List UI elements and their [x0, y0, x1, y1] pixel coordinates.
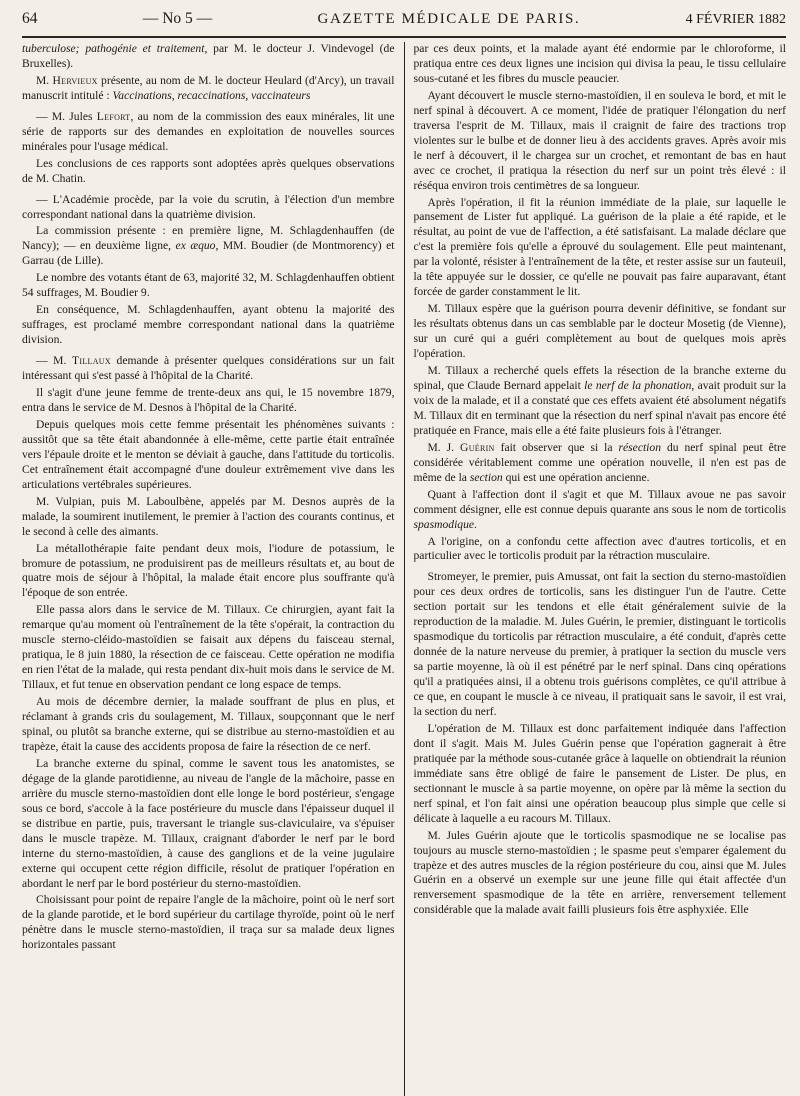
text-run: . [474, 517, 477, 531]
right-column [405, 42, 787, 1096]
text-run: M. Vulpian, puis M. Laboulbène, appelés par M. Desnos auprès de la malade, la soumirent inutilement, le premier à l'action des courants continus, et le second à celle des aimants. [22, 494, 395, 538]
text-run: En conséquence, M. Schlagdenhauffen, ayant obtenu la majorité des suffrages, est proclamé membre correspondant national dans la quatrième division. [22, 303, 395, 347]
text-run: Elle passa alors dans le service de M. Tillaux. Ce chirurgien, ayant fait la remarque qu'au moment où l'entraînement de la tête s'opérait, la contraction du muscle sterno-cléido-mastoïdien se faisait aux dépens du faisceau sternal, pratiqua, le 8 juin 1880, la résection de ce faisceau. Cette opération ne modifia en rien l'état de la malade, qui resta pendant dix-huit mois dans le service de M. Tillaux, et fut tenue en observation pendant ce long espace de temps. [22, 603, 395, 692]
text-run: Le nombre des votants étant de 63, majorité 32, M. Schlagdenhauffen obtient 54 suffrages, M. Boudier 9. [22, 271, 395, 300]
text-columns [22, 42, 786, 1096]
paragraph [414, 42, 787, 87]
text-run: — L'Académie procède, par la voie du scrutin, à l'élection d'un membre correspondant national dans la quatrième division. [22, 192, 395, 221]
text-run: Les conclusions de ces rapports sont adoptées après quelques observations de M. Chatin. [22, 156, 395, 185]
speaker-name: Guérin [460, 440, 495, 454]
paragraph [22, 271, 395, 301]
paragraph [22, 157, 395, 187]
text-run: La commission présente : en première ligne, M. Schlagdenhauffen (de Nancy); — en deuxième ligne, [22, 224, 395, 253]
paragraph [414, 196, 787, 301]
text-run: Après l'opération, il fit la réunion immédiate de la plaie, sur laquelle le pansement de Lister fut appliqué. La guérison de la plaie a été rapide, et le résultat, au point de vue de l'affection, a été satisfaisant. La malade déclare que c'est la première fois qu'elle a éprouvé du soulagement. Elle peut maintenant, par la volonté, résister à l'entraînement de la tête, et rester assise sur un fauteuil, la tête appuyée sur le dossier, ce qu'elle ne pouvait pas faire auparavant, étant forcée de garder constamment le lit. [413, 195, 786, 299]
italic-text: section [469, 470, 503, 484]
journal-title: GAZETTE MÉDICALE DE PARIS. [317, 11, 581, 27]
text-run: , avait produit sur la voix de la malade, et il a constaté que ces effets avaient été absolument négatifs M. Tillaux dit en terminant que la résection du nerf spinal n'avait pas encore été pratiquée en France, mais elle a été faite plusieurs fois à l'étranger. [413, 378, 786, 437]
text-run: Ayant découvert le muscle sterno-mastoïdien, il en souleva le bord, et mit le nerf spinal à découvert. A ce moment, l'idée de pratiquer l'élongation du nerf traversa l'esprit de M. Tillaux, mais il craignit de faire des tractions trop violentes sur le bulbe et de donner lieu à des accidents graves. Après avoir mis le nerf à découvert, il le chargea sur un crochet, et remontant de bas en haut avec ce crochet, il pratiqua la résection du nerf sur un point très élevé : il réséqua environ trois centimètres de sa longueur. [413, 88, 786, 192]
paragraph [22, 603, 395, 693]
paragraph [414, 302, 787, 362]
text-run: présente, au nom de M. le docteur Heulard (d'Arcy), un travail manuscrit intitulé : [22, 73, 395, 102]
paragraph [22, 303, 395, 348]
italic-text: tuberculose; pathogénie et traitement, [22, 42, 208, 55]
italic-text: le nerf de la phonation [584, 378, 692, 392]
paragraph [22, 418, 395, 493]
text-run: Choisissant pour point de repaire l'angle de la mâchoire, point où le nerf sort de la glande parotide, et le bord supérieur du cartilage thyroïde, point où le nerf pénètre dans le muscle sterno-mastoïdien, il traça sur sa malade deux lignes horizontales passant [22, 893, 395, 952]
paragraph [414, 535, 787, 565]
text-run: A l'origine, on a confondu cette affection avec d'autres torticolis, et en particulier avec le torticolis produit par la rétraction musculaire. [413, 534, 786, 563]
text-run: L'opération de M. Tillaux est donc parfaitement indiquée dans l'affection dont il s'agit. Mais M. Jules Guérin pense que l'opération gagnerait à être pratiquée par la méthode sous-cutanée grâce à laquelle on obtiendrait la réunion immédiate sans être obligé de faire le pansement de Lister. De plus, en sectionnant le muscle à sa partie moyenne, on opère par là même la section du nerf spinal, et l'on fait ainsi une opération beaucoup plus simple que celle si délicate à laquelle a eu racours M. Tillaux. [413, 721, 786, 825]
text-run: — M. [36, 354, 72, 368]
paragraph [414, 722, 787, 827]
italic-text: résection [618, 440, 661, 454]
text-run: fait observer que si la [494, 440, 619, 454]
text-run: La métallothérapie faite pendant deux mois, l'iodure de potassium, le bromure de potassium, ne produisirent pas de meilleurs résultats et, au bout de quatre mois de séjour à l'hôpital, la malade était encore plus souffrante qu'à l'époque de son entrée. [22, 541, 395, 600]
left-column [22, 42, 404, 1096]
text-run: — M. Jules [36, 109, 97, 123]
text-run: demande à présenter quelques considérations sur un fait intéressant qui s'est passé à l'hôpital de la Charité. [22, 354, 395, 383]
text-run: M. Jules Guérin ajoute que le torticolis spasmodique ne se localise pas toujours au muscle sterno-mastoïdien ; le spasme peut s'emparer également du trapèze et des autres muscles de la région postérieure du cou, ainsi que M. Jules Guérin en a observé un exemple sur une jeune fille qui était affectée d'un renversement spasmodique de la tête en arrière, renversement tellement considérable que la malade avait failli plusieurs fois être asphyxiée. Elle [413, 828, 786, 917]
text-run: M. Tillaux espère que la guérison pourra devenir définitive, se fondant sur les résultats obtenus dans un cas semblable par le docteur Mosetig (de Vienne), sur un curé qui a guéri complètement au bout de quelques mois après l'opération. [413, 302, 786, 361]
page-header [22, 10, 786, 36]
page-number: 64 [22, 10, 38, 27]
text-run: La branche externe du spinal, comme le savent tous les anatomistes, se dégage de la glande parotidienne, au niveau de l'angle de la mâchoire, passe en arrière du muscle sterno-mastoïdien dont elle longe le bord postérieur, s'engage sous ce bord, s'accole à la face postérieure du muscle dans l'épaisseur duquel il se distribue en partie, puis, traversant le triangle sus-claviculaire, va s'épuiser dans le muscle trapèze. M. Tillaux, craignant d'aborder le nerf par le bord interne du sterno-mastoïdien, à cause des ganglions et de la veine jugulaire externe qui occupent cette région difficile, résolut de pratiquer l'opération en abordant le nerf par le bord postérieur du sterno-mastoïdien. [22, 756, 395, 890]
text-run: par M. le docteur J. Vindevogel (de Bruxelles). [22, 42, 395, 70]
text-run: Stromeyer, le premier, puis Amussat, ont fait la section du sterno-mastoïdien pour ces deux ordres de torticolis, sans les distinguer l'un de l'autre. Cette section portait sur les tendons et elle était généralement suivie de la reproduction de la maladie. M. Jules Guérin, le premier, distinguant le torticolis spasmodique du torticolis par rétraction musculaire, a été conduit, d'après cette donnée de la nature nerveuse du premier, à pratiquer la section du muscle vers sa partie moyenne, là où il est pénétré par le nerf spinal. Dans cinq opérations qu'il a pratiquées ainsi, il a obtenu trois guérisons complètes, ce qu'il attribue à ce que, en coupant le muscle à ce niveau, il pratiquait sans le savoir, il est vrai, la section du nerf. [413, 570, 786, 718]
text-run: M. Tillaux a recherché quels effets la résection de la branche externe du spinal, que Claude Bernard appelait [413, 364, 786, 392]
text-run: Au mois de décembre dernier, la malade souffrant de plus en plus, et réclamant à grands cris du soulagement, M. Tillaux, soupçonnant que le nerf spinal, ou plutôt sa branche externe, qui se distribue au sterno-mastoïdien et au trapèze, était la cause des accidents proposa de faire la résection de ce nerf. [22, 695, 395, 753]
paragraph [414, 488, 787, 533]
paragraph [22, 757, 395, 892]
text-run: , MM. Boudier (de Montmorency) et Garrau (de Lille). [22, 239, 395, 268]
italic-text: spasmodique [413, 517, 475, 531]
text-run: M. J. [427, 440, 461, 454]
speaker-name: Tillaux [71, 354, 111, 368]
italic-text: ex æquo [175, 239, 216, 253]
speaker-name: Hervieux [52, 73, 98, 87]
paragraph [22, 224, 395, 269]
paragraph [22, 42, 395, 72]
paragraph [22, 110, 395, 155]
paragraph [414, 364, 787, 439]
paragraph [414, 89, 787, 194]
paragraph [414, 570, 787, 720]
header-rule [22, 36, 786, 38]
paragraph [22, 893, 395, 953]
paragraph [414, 829, 787, 919]
text-run: M. [36, 73, 53, 87]
text-run: du nerf spinal peut être considérée véritablement comme une opération nouvelle, il n'en est pas de même de la [413, 440, 786, 484]
issue-date: 4 FÉVRIER 1882 [685, 12, 786, 27]
issue-number: — No 5 — [142, 10, 213, 27]
paragraph [22, 695, 395, 755]
italic-text: Vaccinations, recaccinations, vaccinateurs [112, 88, 311, 102]
text-run: Depuis quelques mois cette femme présentait les phénomènes suivants : aussitôt que sa tête était abandonnée à elle-même, cette partie était entraînée vers l'épaule droite et le menton se déviait à gauche, dans l'attitude du torticolis. Cet entraînement était accompagné d'une douleur extrêmement vive dans les articulations vertébrales supérieures. [22, 417, 395, 491]
text-run: Il s'agit d'une jeune femme de trente-deux ans qui, le 15 novembre 1879, entra dans le service de M. Desnos à l'hôpital de la Charité. [22, 386, 395, 414]
paragraph [22, 386, 395, 416]
paragraph [22, 542, 395, 602]
paragraph [22, 354, 395, 384]
paragraph [22, 495, 395, 540]
paragraph [22, 74, 395, 104]
text-run: par ces deux points, et la malade ayant été endormie par le chloroforme, il pratiqua entre ces deux lignes une incision qui divisa la peau, le tissu cellulaire sous-cutané et les fibres du muscle peaucier. [413, 42, 786, 85]
paragraph [22, 193, 395, 223]
speaker-name: Lefort [96, 109, 131, 123]
text-run: , au nom de la commission des eaux minérales, lit une série de rapports sur des demandes en exploitation de nouvelles sources minérales pour l'usage médical. [22, 109, 395, 153]
text-run: qui est une opération ancienne. [502, 470, 650, 484]
text-run: Quant à l'affection dont il s'agit et que M. Tillaux avoue ne pas savoir comment désigner, elle est connue depuis quarante ans sous le nom de torticolis [413, 487, 786, 516]
paragraph [414, 441, 787, 486]
